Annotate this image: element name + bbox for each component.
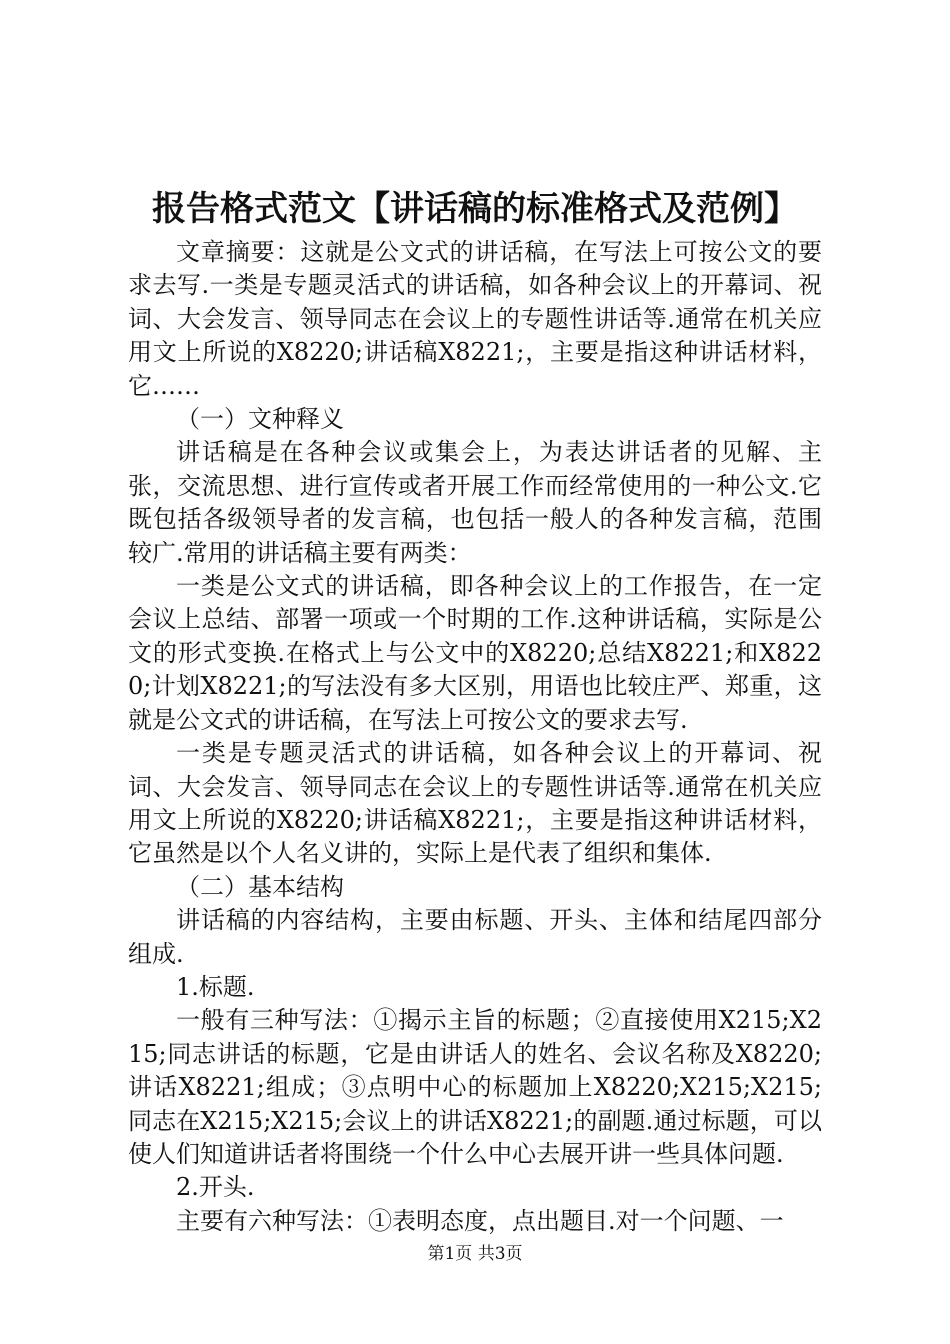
body-paragraph: 主要有六种写法：①表明态度，点出题目.对一个问题、一 (176, 1206, 784, 1235)
page-footer: 第1页 共3页 (427, 1244, 523, 1264)
body-paragraph: 讲话稿是在各种会议或集会上，为表达讲话者的见解、主张，交流思想、进行宣传或者开展工作而经常使用的一种公文.它既包括各级领导者的发言稿，也包括一般人的各种发言稿，范围较广.常用的讲话稿主要有两类： (128, 438, 822, 567)
body-paragraph: 讲话稿的内容结构，主要由标题、开头、主体和结尾四部分组成. (128, 906, 822, 968)
section-heading-definition: （一）文种释义 (176, 405, 344, 434)
section-heading-structure: （二）基本结构 (176, 872, 344, 901)
document-body (128, 236, 822, 1238)
document-title: 报告格式范文【讲话稿的标准格式及范例】 (152, 189, 798, 229)
subheading-opening: 2.开头. (176, 1173, 255, 1202)
body-paragraph: 一般有三种写法：①揭示主旨的标题；②直接使用X215;X215;同志讲话的标题，它是由讲话人的姓名、会议名称及X8220;讲话X8221;组成；③点明中心的标题加上X8220;X215;X215;同志在X215;X215;会议上的讲话X8221;的副题.通过标题，可以使人们知道讲话者将围绕一个什么中心去展开讲一些具体问题. (128, 1006, 822, 1168)
abstract-paragraph: 文章摘要：这就是公文式的讲话稿，在写法上可按公文的要求去写.一类是专题灵活式的讲话稿，如各种会议上的开幕词、祝词、大会发言、领导同志在会议上的专题性讲话等.通常在机关应用文上所说的X8220;讲话稿X8221;，主要是指这种讲话材料，它…… (128, 238, 822, 400)
subheading-title: 1.标题. (176, 972, 255, 1001)
body-paragraph: 一类是专题灵活式的讲话稿，如各种会议上的开幕词、祝词、大会发言、领导同志在会议上的专题性讲话等.通常在机关应用文上所说的X8220;讲话稿X8221;，主要是指这种讲话材料，它虽然是以个人名义讲的，实际上是代表了组织和集体. (128, 739, 822, 868)
body-paragraph: 一类是公文式的讲话稿，即各种会议上的工作报告，在一定会议上总结、部署一项或一个时期的工作.这种讲话稿，实际是公文的形式变换.在格式上与公文中的X8220;总结X8221;和X8220;计划X8221;的写法没有多大区别，用语也比较庄严、郑重，这就是公文式的讲话稿，在写法上可按公文的要求去写. (128, 572, 822, 734)
